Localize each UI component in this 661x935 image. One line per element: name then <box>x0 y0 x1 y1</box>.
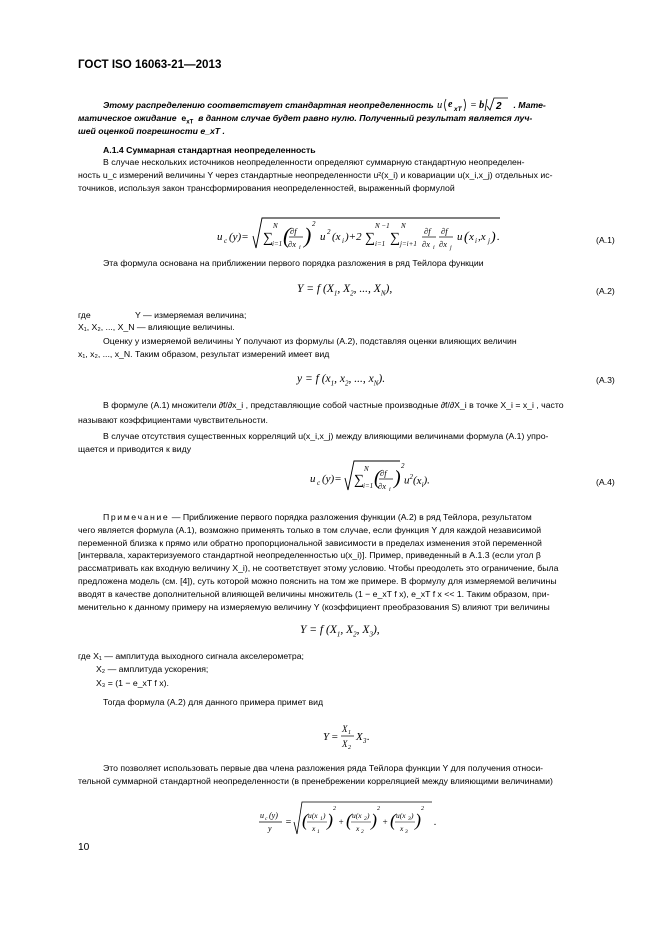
svg-text:i=1: i=1 <box>272 240 283 248</box>
svg-text:i: i <box>299 245 301 251</box>
svg-text:N: N <box>273 222 278 230</box>
svg-text:)+2: )+2 <box>345 231 362 243</box>
nocorr-line-2: щается и приводится к виду <box>78 444 192 454</box>
svg-text:(x: (x <box>332 231 341 243</box>
svg-text:c: c <box>224 237 228 245</box>
taylor-intro: Эта формула основана на приближении первого порядка разложения в ряд Тейлора функции <box>103 258 484 268</box>
page-number: 10 <box>78 842 90 853</box>
svg-text:X: X <box>342 724 348 734</box>
svg-text:i: i <box>342 237 344 245</box>
svg-text:): ) <box>415 810 421 830</box>
intro-line-1 <box>103 96 546 114</box>
svg-text:u: u <box>320 231 326 243</box>
estimate-line-2: x₁, x₂, ..., x_N. Таким образом, результат измерений имеет вид <box>78 349 330 359</box>
svg-text:u(x: u(x <box>352 811 362 820</box>
svg-text:∑: ∑ <box>354 473 364 488</box>
svg-text:): ) <box>367 811 370 820</box>
intro-line-1-text: Этому распределению соответствует стандартная неопределенность <box>103 100 434 110</box>
svg-text:∑: ∑ <box>263 231 273 246</box>
where2-x3: X₃ = (1 − e_xT f x). <box>96 678 169 688</box>
svg-text:2: 2 <box>401 462 405 470</box>
intro-line-2-tail: в данном случае будет равно нулю. Полученный результат является луч- <box>198 113 533 123</box>
where2-x2: X₂ — амплитуда ускорения; <box>96 664 209 674</box>
svg-text:i: i <box>433 245 435 251</box>
svg-text:j: j <box>450 245 452 251</box>
svg-text:2: 2 <box>361 829 364 835</box>
example-equation-3 <box>258 800 448 849</box>
svg-text:∂x: ∂x <box>288 239 296 249</box>
svg-text:c: c <box>317 479 321 487</box>
svg-text:Y: Y <box>323 731 330 743</box>
svg-text:x: x <box>356 824 360 833</box>
section-heading: А.1.4 Суммарная стандартная неопределенность <box>103 145 316 155</box>
intro-line-1-tail: . Мате- <box>513 100 546 110</box>
nocorr-line-1: В случае отсутствия существенных корреляций u(x_i,x_j) между влияющими величинами формула (А.1) упро- <box>103 431 549 441</box>
equation-a1 <box>217 214 517 262</box>
final-line-2: тельной суммарной стандартной неопределенности (в пренебрежении корреляцией между влияющими величинами) <box>78 776 553 786</box>
svg-text:(: ( <box>464 230 469 245</box>
svg-text:N: N <box>401 222 406 230</box>
svg-text:∂f: ∂f <box>380 468 387 478</box>
then-line: Тогда формула (А.2) для данного примера примет вид <box>103 697 324 707</box>
example-equation-2-graphic <box>323 720 373 756</box>
svg-text:X: X <box>356 731 363 743</box>
svg-text:i=1: i=1 <box>363 482 374 490</box>
svg-text:2: 2 <box>327 228 331 236</box>
svg-text:xT: xT <box>454 106 462 113</box>
example-equation-3-graphic <box>258 800 448 846</box>
svg-text:∂x: ∂x <box>378 481 386 491</box>
section-p1-line-2: ность u_c измерений величины Y через стандартные неопределенности u²(x_i) и ковариации u(x_i,x_j) отдельных ис- <box>78 170 553 180</box>
svg-text:2: 2 <box>496 101 502 112</box>
svg-text:e: e <box>448 99 453 110</box>
document-header: ГОСТ ISO 16063-21—2013 <box>78 58 222 71</box>
svg-text:(: ( <box>346 810 352 830</box>
uncertainty-formula-image <box>436 96 511 114</box>
estimate-line-1: Оценку y измеряемой величины Y получают из формулы (А.2), подставляя оценки влияющих величин <box>103 336 517 346</box>
svg-text:u(x: u(x <box>396 811 406 820</box>
equation-a1-graphic <box>217 214 517 259</box>
svg-text:∂f: ∂f <box>290 226 297 236</box>
svg-text:∑: ∑ <box>365 231 375 246</box>
intro-line-1-formula <box>436 101 513 111</box>
note-line-7: вводят в качестве дополнительной влияющей величины множитель (1 − e_xT f x), e_xT f x << 1. Таким образом, при- <box>78 589 550 599</box>
svg-text:x: x <box>469 231 474 243</box>
svg-text:∂x: ∂x <box>439 239 447 249</box>
svg-text:.: . <box>367 731 370 743</box>
svg-text:(: ( <box>283 223 291 248</box>
note-line-6: предложена модель (см. [4]), суть которой можно пояснить на том же примере. В формулу для измеряемой величины <box>78 576 557 586</box>
svg-text:3: 3 <box>408 816 411 822</box>
section-p1-line-3: точников, используя закон трансформирования неопределенностей, выраженный формулой <box>78 183 455 193</box>
svg-text:∂x: ∂x <box>422 239 430 249</box>
svg-text:x: x <box>400 824 404 833</box>
svg-text:u: u <box>217 231 223 243</box>
svg-text:(: ( <box>390 810 396 830</box>
example-equation-2 <box>323 720 373 759</box>
svg-text:2: 2 <box>348 745 351 751</box>
svg-text:+: + <box>382 817 389 827</box>
svg-text:+: + <box>338 817 345 827</box>
svg-text:u(x: u(x <box>308 811 318 820</box>
svg-text:2: 2 <box>377 806 380 812</box>
svg-text:): ) <box>411 811 414 820</box>
svg-text:2: 2 <box>364 816 367 822</box>
final-line-1: Это позволяет использовать первые два члена разложения ряда Тейлора функции Y для получения относи- <box>103 763 544 773</box>
svg-text:(y): (y) <box>269 811 278 820</box>
equation-a3: y = f ($x_1$, $x_2$, ..., $x_N$). <box>297 373 386 388</box>
svg-text:∑: ∑ <box>390 231 400 246</box>
note-label: Примечание <box>103 512 170 522</box>
svg-text:∂f: ∂f <box>441 226 448 236</box>
note-line-1-text: — Приближение первого порядка разложения функции (А.2) в ряд Тейлора, результатом <box>171 512 532 522</box>
equation-a2: Y = f ($X_1$, $X_2$, ..., $X_N$), <box>297 283 393 298</box>
svg-text:y: y <box>268 824 272 833</box>
svg-text:2: 2 <box>312 220 316 228</box>
svg-text:X: X <box>342 739 348 749</box>
svg-text:): ) <box>323 811 326 820</box>
coef-line-2: называют коэффициентами чувствительности. <box>78 415 268 425</box>
svg-text:=: = <box>470 100 477 111</box>
svg-text:1: 1 <box>317 829 320 835</box>
svg-text:.: . <box>497 231 500 243</box>
svg-text:∂f: ∂f <box>424 226 431 236</box>
where-label: где <box>78 310 91 320</box>
svg-text:(y)=: (y)= <box>322 473 342 485</box>
svg-text:2: 2 <box>333 806 336 812</box>
svg-text:3: 3 <box>363 737 367 745</box>
svg-text:1: 1 <box>348 730 351 736</box>
svg-text:): ) <box>491 230 496 245</box>
svg-text:=: = <box>331 731 339 743</box>
svg-text:u: u <box>310 473 316 485</box>
note-line-4: [интервала, характеризуемого стандартной неопределенностью u(x_i)]. Пример, приведенный в А.1.3 (если угол β <box>78 550 541 560</box>
note-line-3: переменной близка к прямо или обратно пропорциональной зависимости в пределах изменения этой переменной <box>78 538 542 548</box>
svg-text:): ) <box>371 810 377 830</box>
svg-text:1: 1 <box>320 816 323 822</box>
svg-text:(: ( <box>302 810 308 830</box>
section-p1-line-1: В случае нескольких источников неопределенности определяют суммарную стандартную неопределен- <box>103 157 525 167</box>
svg-text:(: ( <box>374 467 381 489</box>
svg-text:,x: ,x <box>478 231 486 243</box>
svg-text:u: u <box>260 811 264 820</box>
example-equation-1: Y = f ($X_1$, $X_2$, $X_3$), <box>300 624 380 639</box>
svg-text:N −1: N −1 <box>375 222 390 230</box>
svg-text:): ) <box>327 810 333 830</box>
note-line-8: менительно к данному примеру на измеряемую величину Y (коэффициент преобразования S) влияют три величины <box>78 602 550 612</box>
svg-text:j: j <box>488 237 490 245</box>
equation-a4-tail: $u^2(x_i)$. <box>404 473 430 489</box>
svg-text:u: u <box>457 231 463 243</box>
svg-text:i: i <box>475 237 477 245</box>
note-line-5: рассматривать как входную величину X_i), не соответствует этому условию. Чтобы преодолеть это ограничение, была <box>78 563 559 573</box>
svg-text:2: 2 <box>421 806 424 812</box>
svg-text:i=1: i=1 <box>375 240 386 248</box>
svg-text:3: 3 <box>405 829 408 835</box>
svg-text:x: x <box>312 824 316 833</box>
svg-text:i: i <box>389 487 391 493</box>
equation-a4-number: (А.4) <box>596 477 615 487</box>
intro-line-3: шей оценкой погрешности e_xT . <box>78 126 225 136</box>
intro-line-2-symbol: $e_{xT}$ <box>178 113 194 126</box>
svg-text:b: b <box>479 100 485 111</box>
svg-text:N: N <box>364 465 369 473</box>
intro-line-2-text: матическое ожидание <box>78 113 177 123</box>
where-x: X₁, X₂, ..., X_N — влияющие величины. <box>78 322 235 332</box>
equation-a3-number: (А.3) <box>596 375 615 385</box>
note-line-1 <box>103 512 532 523</box>
svg-text:(y)=: (y)= <box>229 231 249 243</box>
where2-x1: где X₁ — амплитуда выходного сигнала акселерометра; <box>78 651 304 661</box>
svg-text:=: = <box>285 817 292 828</box>
equation-a1-number: (А.1) <box>596 235 615 245</box>
note-line-2: чего является формула (А.1), возможно применять только в том случае, если функция Y для каждой независимой <box>78 525 542 535</box>
where-y: Y — измеряемая величина; <box>135 310 247 320</box>
svg-text:j=i+1: j=i+1 <box>400 240 417 248</box>
svg-text:.: . <box>434 817 437 828</box>
svg-text:u: u <box>437 100 443 111</box>
svg-text:c: c <box>265 816 268 822</box>
svg-text:): ) <box>394 467 401 489</box>
coef-line-1: В формуле (А.1) множители ∂f/∂x_i , представляющие собой частные производные ∂f/∂X_i в точке X_i = x_i , часто <box>103 400 564 410</box>
svg-text:): ) <box>304 223 312 248</box>
equation-a2-number: (А.2) <box>596 286 615 296</box>
